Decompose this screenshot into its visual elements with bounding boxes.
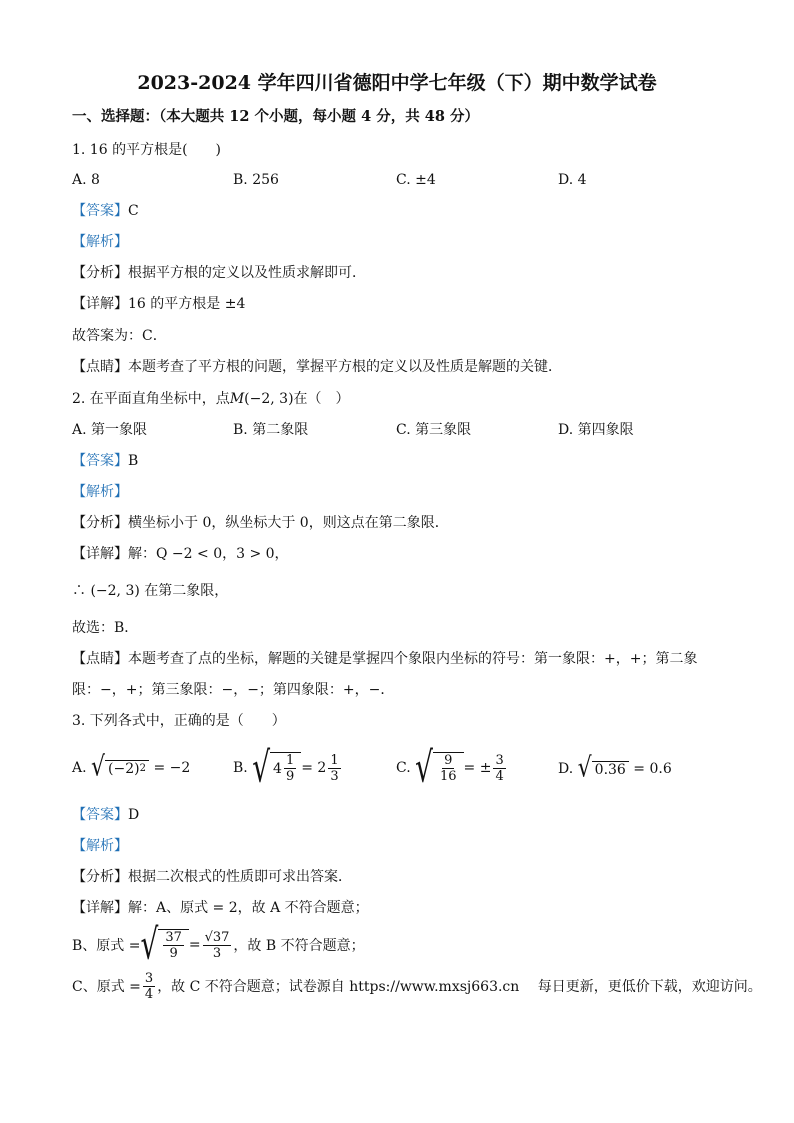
q2-fenxi	[72, 513, 449, 533]
q1-option-a: A. 8	[72, 172, 100, 188]
answer-value: B	[128, 453, 139, 469]
numerator: 1	[285, 753, 295, 768]
q3-fenxi	[72, 867, 352, 887]
q3-option-d	[558, 752, 672, 784]
q2-option-d: D. 第四象限	[558, 422, 634, 438]
sqrt-expression: √ $\frac{9}{16}$	[415, 752, 463, 784]
denominator: 16	[439, 769, 457, 784]
result-sign: = ±	[463, 760, 492, 776]
q2-conclusion: 故选：B．	[72, 620, 139, 636]
q3-solution-c	[72, 968, 762, 1004]
exponent: 2	[139, 763, 146, 774]
section-heading: 一、选择题：（本大题共 12 个小题，每小题 4 分，共 48 分）	[72, 108, 479, 125]
q3-xiangjie	[72, 898, 369, 918]
page-title: 2023-2024 学年四川省德阳中学七年级（下）期中数学试卷	[137, 72, 657, 94]
xiangjie-text: 解：Q −2 < 0，3 > 0，	[128, 546, 289, 562]
fenxi-text: 根据二次根式的性质即可求出答案．	[128, 869, 352, 885]
q3-solution-b	[72, 919, 365, 969]
denominator: 4	[144, 986, 154, 1002]
solution-prefix: B、原式 =	[72, 938, 141, 954]
denominator: 9	[169, 946, 178, 961]
q1-analysis-tag: 【解析】	[72, 234, 128, 250]
option-label: B.	[233, 760, 248, 776]
answer-tag: 【答案】	[72, 807, 128, 823]
q3-stem: 3. 下列各式中，正确的是（ ）	[72, 713, 286, 729]
solution-prefix: C、原式 =	[72, 979, 141, 995]
sqrt-expression: √ (−2) 2	[91, 757, 149, 779]
q3-option-c	[396, 742, 508, 792]
q2-line2: ∴ (−2, 3) 在第二象限，	[72, 583, 229, 599]
q1-dianjing	[72, 357, 562, 377]
denominator: 3	[212, 945, 222, 961]
answer-tag: 【答案】	[72, 203, 128, 219]
solution-suffix: ，故 B 不符合题意；	[233, 938, 365, 954]
q3-analysis-tag: 【解析】	[72, 838, 128, 854]
radicand: 0.36	[592, 761, 629, 778]
q2-option-b: B. 第二象限	[233, 422, 309, 438]
option-label: D.	[558, 761, 574, 777]
q2-xiangjie	[72, 544, 289, 564]
fenxi-tag: 【分析】	[72, 515, 128, 531]
answer-value: D	[128, 807, 140, 823]
solution-suffix: ，故 C 不符合题意；试卷源自 https://www.mxsj663.cn 每日更新，更低价下载，欢迎访问。	[157, 979, 762, 995]
q1-option-b: B. 256	[233, 172, 279, 188]
numerator: 37	[165, 930, 182, 945]
q2-analysis-tag: 【解析】	[72, 484, 128, 500]
q2-point-name: M	[229, 391, 245, 407]
sqrt-expression: √ 0.36	[578, 758, 629, 780]
q2-point-coord: (−2, 3)	[244, 391, 294, 407]
equals-sign: =	[188, 937, 201, 953]
q3-option-b	[233, 742, 343, 792]
fenxi-text: 根据平方根的定义以及性质求解即可．	[128, 265, 366, 281]
q1-fenxi	[72, 263, 366, 283]
q2-stem-text: 2. 在平面直角坐标中，点	[72, 391, 230, 407]
whole-part: 4	[273, 760, 282, 777]
dianjing-tag: 【点睛】	[72, 359, 128, 375]
q1-answer	[72, 201, 139, 221]
fenxi-text: 横坐标小于 0，纵坐标大于 0，则这点在第二象限．	[128, 515, 449, 531]
numerator: √37	[204, 929, 230, 945]
denominator: 9	[285, 769, 295, 784]
sqrt-expression: √ $\frac{37}{9}$	[140, 929, 188, 961]
denominator: 4	[495, 768, 504, 784]
option-label: A.	[72, 760, 87, 776]
result: = 0.6	[633, 761, 672, 777]
result: = −2	[153, 760, 191, 776]
q2-option-c: C. 第三象限	[396, 422, 472, 438]
q2-dianjing-line2: 限：−，+；第三象限：−，−；第四象限：+，−．	[72, 682, 395, 698]
answer-tag: 【答案】	[72, 453, 128, 469]
xiangjie-tag: 【详解】	[72, 546, 128, 562]
numerator: 3	[144, 970, 154, 986]
denominator: 3	[330, 768, 339, 784]
dianjing-text: 本题考查了点的坐标，解题的关键是掌握四个象限内坐标的符号：第一象限：+，+；第二象	[128, 651, 698, 667]
q1-stem: 1. 16 的平方根是( )	[72, 142, 221, 158]
q2-option-a: A. 第一象限	[72, 422, 148, 438]
dianjing-tag: 【点睛】	[72, 651, 128, 667]
option-label: C.	[396, 760, 411, 776]
answer-value: C	[128, 203, 139, 219]
q2-answer	[72, 451, 138, 471]
sqrt-expression: √ 4 $\frac{1}{9}$	[252, 752, 301, 784]
q1-option-c: C. ±4	[396, 172, 436, 188]
xiangjie-tag: 【详解】	[72, 296, 128, 312]
fenxi-tag: 【分析】	[72, 869, 128, 885]
dianjing-text: 本题考查了平方根的问题，掌握平方根的定义以及性质是解题的关键．	[128, 359, 562, 375]
xiangjie-tag: 【详解】	[72, 900, 128, 916]
q1-option-d: D. 4	[558, 172, 587, 188]
q2-stem-tail: 在（ ）	[293, 391, 350, 407]
fenxi-tag: 【分析】	[72, 265, 128, 281]
result-whole: = 2	[301, 760, 327, 776]
q3-answer	[72, 805, 139, 825]
radicand: (−2)	[108, 760, 140, 777]
numerator: 3	[495, 752, 504, 768]
numerator: 1	[330, 752, 339, 768]
q1-conclusion: 故答案为：C．	[72, 328, 167, 344]
numerator: 9	[444, 753, 453, 768]
xiangjie-text: 解：A、原式 = 2，故 A 不符合题意；	[128, 900, 369, 916]
xiangjie-text: 16 的平方根是 ±4	[128, 296, 246, 312]
q3-option-a	[72, 752, 190, 784]
q2-dianjing-line1	[72, 649, 697, 669]
q1-xiangjie	[72, 294, 245, 314]
q2-stem	[72, 389, 350, 409]
